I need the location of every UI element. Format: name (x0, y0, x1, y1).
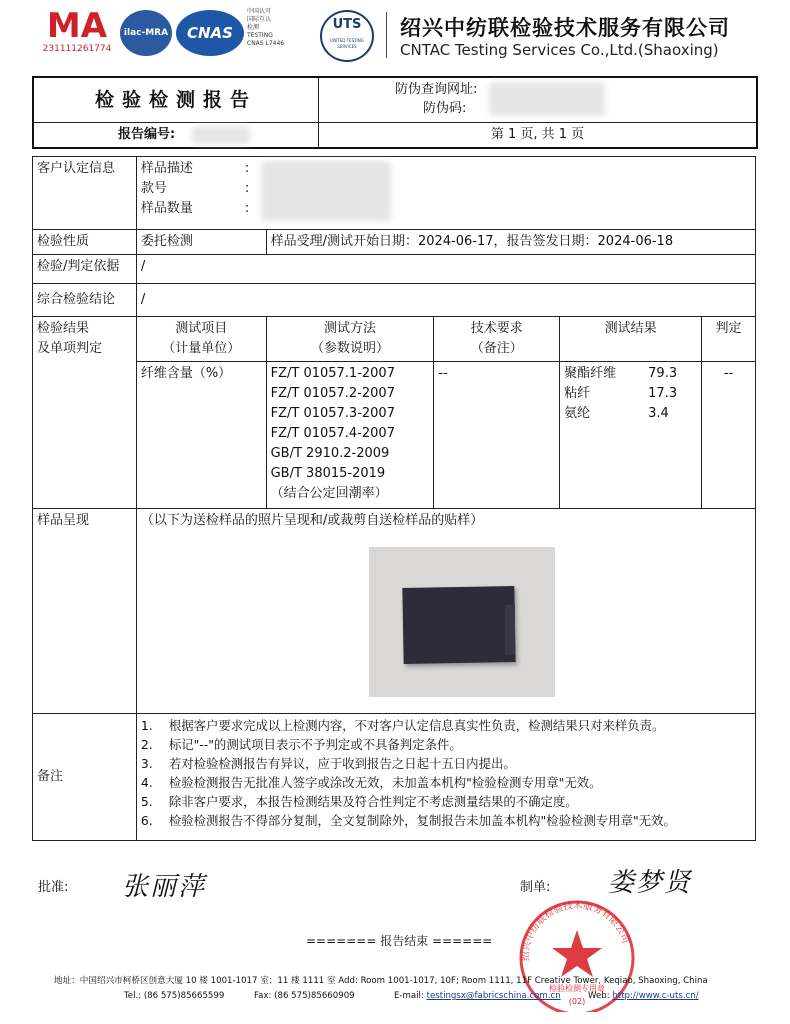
remark-number: 5. (140, 794, 153, 809)
remark-number: 1. (140, 718, 153, 733)
footer-email (394, 991, 561, 1001)
title-block (32, 76, 758, 149)
header-line: （备注） (470, 341, 523, 356)
header-line: （计量单位） (162, 341, 241, 356)
fabric-swatch (402, 586, 515, 664)
sample-photo (369, 547, 555, 697)
report-no-cell (33, 123, 319, 149)
maker-signature: 娄梦贤 (608, 868, 693, 898)
uts-logo-text: UTS (332, 17, 362, 32)
remark-item (141, 754, 751, 773)
header-line: 测试方法 (323, 321, 376, 336)
cnas-sub-line: TESTING (247, 32, 273, 39)
results-label-line: 检验结果 (37, 321, 90, 336)
verify-cell (319, 77, 758, 123)
header-line: 测试结果 (604, 321, 657, 336)
verify-code-label: 防伪码: (423, 101, 467, 116)
footer-address: 地址：中国绍兴市柯桥区创意大厦 10 楼 1001-1017 室；11 楼 1111 室 Add: Room 1001-1017, 10F; Room 1111, 11F Creative Tower, Keqiao, Shaoxing, China (54, 976, 708, 986)
ma-number: 231111261774 (42, 44, 112, 54)
conclusion-label: 综合检验结论 (33, 284, 137, 317)
field-sample-desc (141, 159, 751, 179)
header-judgement (702, 317, 756, 362)
stamp-arc-text: 绍兴中纺联检验技术服务有限公司 (520, 900, 632, 961)
method-line: GB/T 38015-2019 (270, 466, 386, 481)
report-end: ======= 报告结束 ====== (306, 934, 493, 948)
field-label: 款号 (140, 181, 167, 196)
field-label: 样品数量 (140, 201, 193, 216)
uts-logo-sub: UNITED TESTING SERVICES (330, 38, 364, 49)
field-colon: : (244, 181, 250, 196)
stamp-bottom-text: 检验检测专用章 (549, 984, 605, 993)
footer-tel: Tel.: (86 575)85665599 (124, 991, 225, 1001)
email-label: E-mail: (394, 991, 424, 1001)
cnas-subtext (247, 8, 307, 48)
company-name-en: CNTAC Testing Services Co.,Ltd.(Shaoxing) (400, 41, 719, 59)
company-name-cn: 绍兴中纺联检验技术服务有限公司 (400, 15, 730, 40)
ilac-logo-text: ilac-MRA (123, 28, 169, 38)
remark-item (141, 792, 751, 811)
header-item (136, 317, 266, 362)
fabric-swatch-edge (505, 605, 515, 655)
result-judgement: -- (702, 362, 756, 509)
web-link[interactable]: http://www.c-uts.cn/ (612, 991, 699, 1001)
field-colon: : (244, 161, 250, 176)
header-line: 技术要求 (470, 321, 523, 336)
cnas-sub-line: CNAS L7446 (247, 40, 285, 47)
page-info: 第 1 页, 共 1 页 (319, 123, 758, 149)
field-style-no (141, 179, 751, 199)
report-no-label: 报告编号: (118, 127, 176, 142)
basis-label: 检验/判定依据 (33, 255, 137, 284)
client-info-redacted (261, 161, 391, 221)
basis-value: / (136, 255, 755, 284)
header-line: 测试项目 (175, 321, 228, 336)
fiber-value: 3.4 (648, 406, 669, 421)
method-line: FZ/T 01057.1-2007 (270, 366, 395, 381)
client-info-label: 客户认定信息 (33, 157, 137, 230)
sample-cell (136, 509, 755, 714)
conclusion-value: / (136, 284, 755, 317)
footer-web (588, 991, 699, 1001)
results-label (33, 317, 137, 509)
header-line: 判定 (715, 321, 742, 336)
header-result (560, 317, 702, 362)
cnas-sub-line: 检测 (247, 24, 260, 31)
remark-text: 根据客户要求完成以上检测内容，不对客户认定信息真实性负责，检测结果只对来样负责。 (168, 718, 665, 733)
footer-fax: Fax: (86 575)85660909 (254, 991, 355, 1001)
fiber-row (564, 364, 697, 384)
dates-text: 样品受理/测试开始日期：2024-06-17，报告签发日期：2024-06-18 (266, 230, 755, 255)
field-colon: : (244, 201, 250, 216)
verify-url-label: 防伪查询网址: (395, 82, 478, 97)
result-values (560, 362, 702, 509)
method-line: GB/T 2910.2-2009 (270, 446, 390, 461)
remark-item (141, 716, 751, 735)
fiber-name: 聚酯纤维 (564, 366, 617, 381)
approver-signature: 张丽萍 (122, 872, 207, 902)
client-info-cell (136, 157, 755, 230)
remarks-label: 备注 (33, 714, 137, 841)
verify-redacted (489, 82, 605, 116)
ma-logo (40, 8, 114, 62)
fiber-row (564, 404, 697, 424)
cnas-sub-line: 国际互认 (247, 16, 272, 23)
remark-item (141, 773, 751, 792)
header-divider (386, 12, 387, 58)
stamp-star-icon (552, 930, 602, 977)
cnas-logo-text: CNAS (187, 24, 233, 42)
remarks-cell (136, 714, 755, 841)
field-sample-qty (141, 199, 751, 219)
nature-value: 委托检测 (136, 230, 266, 255)
main-report-table (32, 156, 756, 841)
cnas-logo (176, 10, 244, 56)
fiber-row (564, 384, 697, 404)
result-methods (266, 362, 434, 509)
fiber-name: 氨纶 (564, 406, 591, 421)
ilac-logo (120, 10, 172, 56)
remark-item (141, 735, 751, 754)
remark-text: 除非客户要求，本报告检测结果及符合性判定不考虑测量结果的不确定度。 (168, 794, 578, 809)
remark-item (141, 811, 751, 830)
nature-label: 检验性质 (33, 230, 137, 255)
header-method (266, 317, 434, 362)
report-title: 检验检测报告 (33, 77, 319, 123)
uts-logo (320, 10, 374, 62)
method-line: FZ/T 01057.2-2007 (270, 386, 395, 401)
header-requirement (434, 317, 560, 362)
remark-number: 4. (140, 775, 153, 790)
remark-text: 标记"--"的测试项目表示不予判定或不具备判定条件。 (168, 737, 462, 752)
remark-number: 2. (140, 737, 153, 752)
sample-label: 样品呈现 (33, 509, 137, 714)
method-line: FZ/T 01057.3-2007 (270, 406, 395, 421)
maker-label: 制单: (520, 880, 551, 895)
header-line: （参数说明） (310, 341, 389, 356)
remark-text: 若对检验检测报告有异议，应于收到报告之日起十五日内提出。 (168, 756, 516, 771)
remark-number: 6. (140, 813, 153, 828)
method-line: （结合公定回潮率） (270, 486, 388, 501)
remark-number: 3. (140, 756, 153, 771)
ma-logo-text: MA (46, 6, 108, 46)
fiber-value: 79.3 (648, 366, 678, 381)
method-line: FZ/T 01057.4-2007 (270, 426, 395, 441)
results-label-line: 及单项判定 (37, 341, 103, 356)
result-requirement: -- (434, 362, 560, 509)
remark-text: 检验检测报告无批准人签字或涂改无效，未加盖本机构"检验检测专用章"无效。 (168, 775, 602, 790)
field-label: 样品描述 (140, 161, 193, 176)
approver-label: 批准: (38, 880, 69, 895)
stamp-code: (02) (568, 997, 586, 1006)
report-no-redacted (192, 126, 250, 144)
remark-text: 检验检测报告不得部分复制，全文复制除外，复制报告未加盖本机构"检验检测专用章"无效。 (168, 813, 676, 828)
result-item: 纤维含量（%） (136, 362, 266, 509)
cnas-sub-line: 中国认可 (247, 8, 272, 15)
fiber-name: 粘纤 (564, 386, 591, 401)
sample-caption: （以下为送检样品的照片呈现和/或裁剪自送检样品的贴样） (140, 513, 484, 528)
fiber-value: 17.3 (648, 386, 678, 401)
web-label: Web: (588, 991, 610, 1001)
email-link[interactable]: testingsx@fabricschina.com.cn (426, 991, 561, 1001)
